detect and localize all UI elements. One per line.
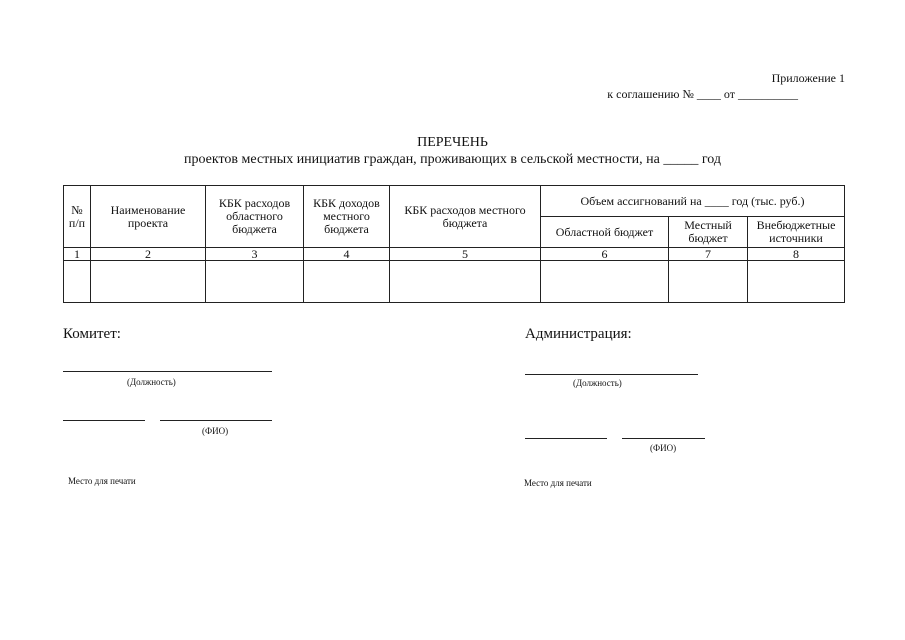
document-subtitle: проектов местных инициатив граждан, проживающих в сельской местности, на _____ год (184, 152, 721, 167)
table-cell (64, 261, 91, 303)
appendix-label: Приложение 1 (771, 71, 845, 85)
header-kbk-regional-expenses: КБК расходов областного бюджета (206, 186, 304, 248)
projects-table (63, 185, 845, 303)
committee-fio-caption: (ФИО) (202, 426, 229, 436)
table-cell (304, 261, 390, 303)
column-numbers-row (64, 248, 845, 261)
column-number: 3 (206, 248, 304, 261)
column-number: 6 (541, 248, 669, 261)
committee-label: Комитет: (63, 326, 121, 342)
column-number: 2 (91, 248, 206, 261)
column-number: 8 (748, 248, 845, 261)
table-cell (541, 261, 669, 303)
header-local-budget: Местный бюджет (669, 217, 748, 248)
administration-stamp-place: Место для печати (524, 478, 592, 488)
header-kbk-local-expenses: КБК расходов местного бюджета (390, 186, 541, 248)
committee-signature-line (63, 420, 145, 421)
table-cell (748, 261, 845, 303)
header-extrabudgetary: Внебюджетные источники (748, 217, 845, 248)
column-number: 7 (669, 248, 748, 261)
administration-position-caption: (Должность) (573, 378, 622, 388)
header-regional-budget: Областной бюджет (541, 217, 669, 248)
administration-position-line (525, 374, 698, 375)
table-cell (669, 261, 748, 303)
committee-position-caption: (Должность) (127, 377, 176, 387)
column-number: 5 (390, 248, 541, 261)
table-cell (390, 261, 541, 303)
table-cell (91, 261, 206, 303)
committee-fio-line (160, 420, 272, 421)
table-row (64, 261, 845, 303)
agreement-label: к соглашению № ____ от __________ (607, 87, 798, 101)
header-project-name: Наименование проекта (91, 186, 206, 248)
administration-fio-caption: (ФИО) (650, 443, 677, 453)
document-title: ПЕРЕЧЕНЬ (417, 135, 488, 150)
committee-position-line (63, 371, 272, 372)
header-num: № п/п (64, 186, 91, 248)
column-number: 1 (64, 248, 91, 261)
administration-fio-line (622, 438, 705, 439)
header-allocation-volume: Объем ассигнований на ____ год (тыс. руб.) (541, 186, 845, 217)
committee-stamp-place: Место для печати (68, 476, 136, 486)
header-kbk-local-income: КБК доходов местного бюджета (304, 186, 390, 248)
administration-label: Администрация: (525, 326, 632, 342)
administration-signature-line (525, 438, 607, 439)
column-number: 4 (304, 248, 390, 261)
table-cell (206, 261, 304, 303)
